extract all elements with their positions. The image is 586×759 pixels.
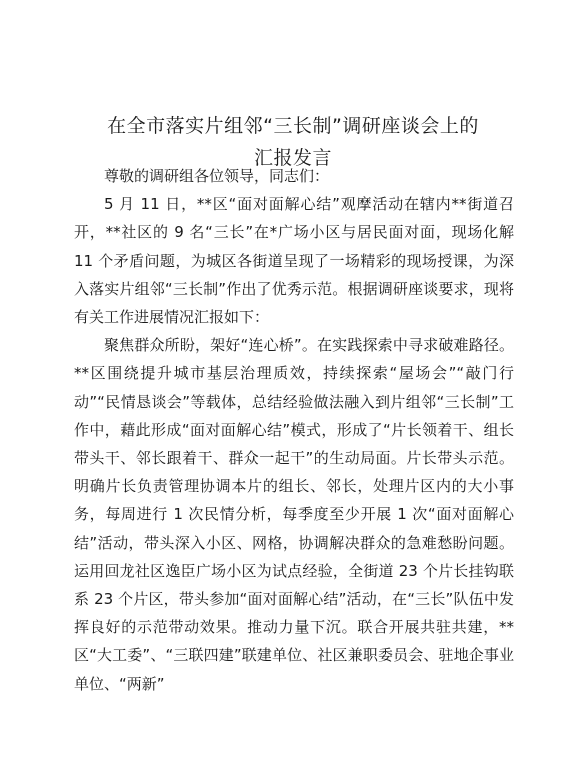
paragraph-intro: 5 月 11 日，**区“面对面解心结”观摩活动在辖内**街道召开，**社区的 9 名“三长”在*广场小区与居民面对面，现场化解 11 个矛盾问题，为城区各街道呈现了一场精彩的现场授课，为深入落实片组邻“三长制”作出了优秀示范。根据调研座谈要求，现将有关工作进展情况汇报如下： (74, 195, 514, 327)
title-line-1: 在全市落实片组邻“三长制”调研座谈会上的 (107, 114, 479, 137)
salutation: 尊敬的调研组各位领导，同志们： (104, 167, 330, 185)
title-line-2: 汇报发言 (253, 146, 332, 169)
paragraph-main: 聚焦群众所盼，架好“连心桥”。在实践探索中寻求破难路径。**区围绕提升城市基层治理质效，持续探索“屋场会”“敲门行动”“民情恳谈会”等载体，总结经验做法融入到片组邻“三长制”工作中，藉此形成“面对面解心结”模式，形成了“片长领着干、组长带头干、邻长跟着干、群众一起干”的生动局面。片长带头示范。明确片长负责管理协调本片的组长、邻长，处理片区内的大小事务，每周进行 1 次民情分析，每季度至少开展 1 次“面对面解心结”活动，带头深入小区、网格，协调解决群众的急难愁盼问题。运用回龙社区逸臣广场小区为试点经验，全街道 23 个片长挂钩联系 23 个片区，带头参加“面对面解心结”活动，在“三长”队伍中发挥良好的示范带动效果。推动力量下沉。联合开展共驻共建，**区“大工委”、“三联四建”联建单位、社区兼职委员会、驻地企事业单位、“两新” (74, 336, 514, 693)
document-body (74, 162, 514, 698)
